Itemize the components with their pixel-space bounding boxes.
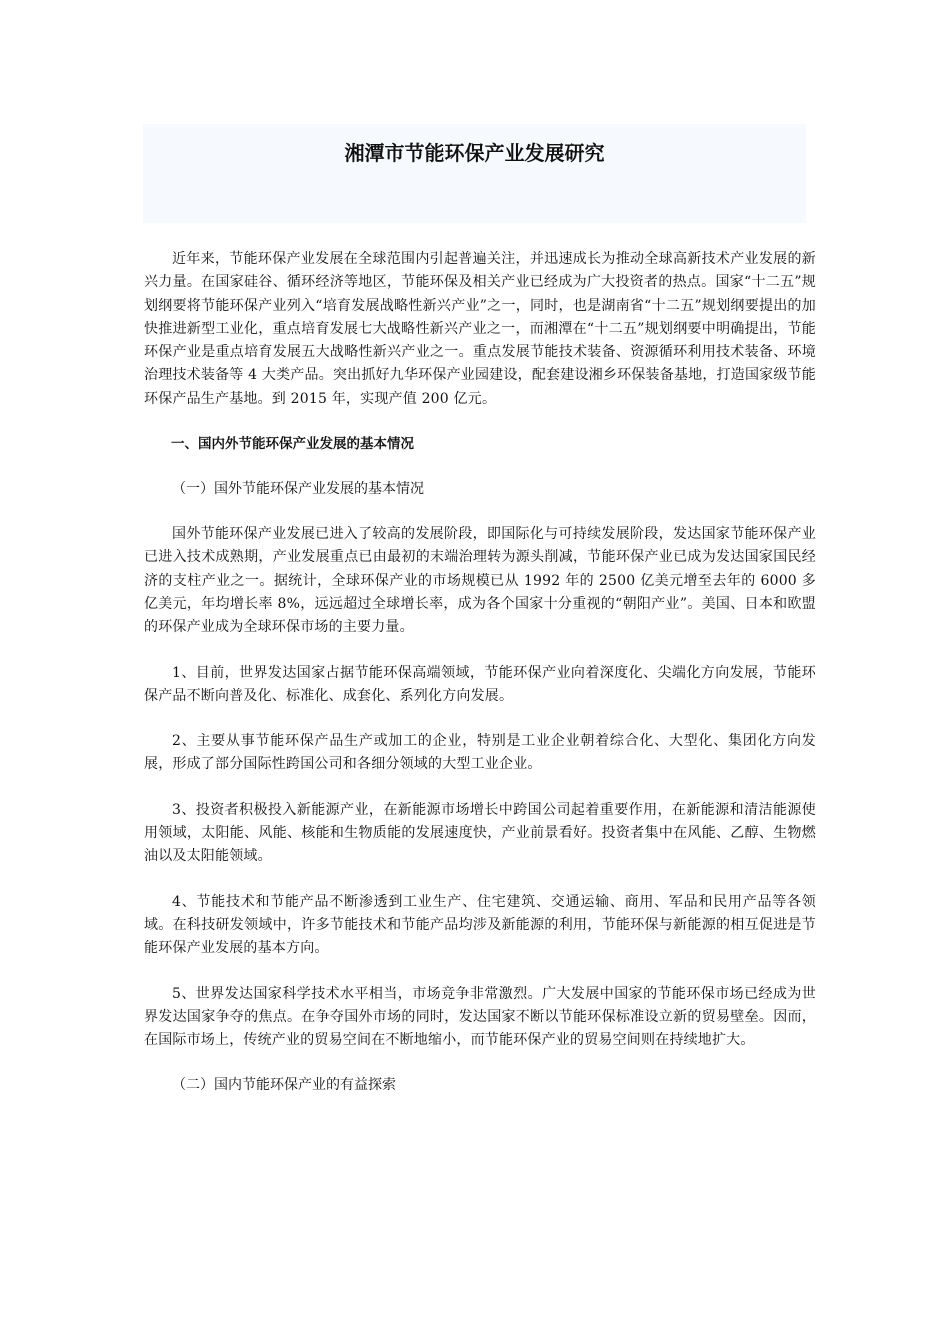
subsection-2-heading: （二）国内节能环保产业的有益探索 — [172, 1077, 396, 1094]
point-4-paragraph: 4、节能技术和节能产品不断渗透到工业生产、住宅建筑、交通运输、商用、军品和民用产品等各领域。在科技研发领域中，许多节能技术和节能产品均涉及新能源的利用，节能环保与新能源的相互促进是节能环保产业发展的基本方向。 — [144, 893, 816, 957]
intro-paragraph: 近年来，节能环保产业发展在全球范围内引起普遍关注，并迅速成长为推动全球高新技术产业发展的新兴力量。在国家硅谷、循环经济等地区，节能环保及相关产业已经成为广大投资者的热点。国家“十二五”规划纲要将节能环保产业列入“培育发展战略性新兴产业”之一，同时，也是湖南省“十二五”规划纲要提出的加快推进新型工业化，重点培育发展七大战略性新兴产业之一，而湘潭在“十二五”规划纲要中明确提出，节能环保产业是重点培育发展五大战略性新兴产业之一。重点发展节能技术装备、资源循环利用技术装备、环境治理技术装备等 4 大类产品。突出抓好九华环保产业园建设，配套建设湘乡环保装备基地，打造国家级节能环保产品生产基地。到 2015 年，实现产值 200 亿元。 — [144, 251, 816, 407]
point-3-paragraph: 3、投资者积极投入新能源产业，在新能源市场增长中跨国公司起着重要作用，在新能源和清洁能源使用领域，太阳能、风能、核能和生物质能的发展速度快，产业前景看好。投资者集中在风能、乙醇、生物燃油以及太阳能领域。 — [144, 801, 816, 865]
subsection-1-paragraph: 国外节能环保产业发展已进入了较高的发展阶段，即国际化与可持续发展阶段，发达国家节能环保产业已进入技术成熟期，产业发展重点已由最初的末端治理转为源头削减，节能环保产业已成为发达国家国民经济的支柱产业之一。据统计，全球环保产业的市场规模已从 1992 年的 2500 亿美元增至去年的 6000 多亿美元，年均增长率 8%，远远超过全球增长率，成为各个国家十分重视的“朝阳产业”。美国、日本和欧盟的环保产业成为全球环保市场的主要力量。 — [144, 526, 816, 636]
point-2-paragraph: 2、主要从事节能环保产品生产或加工的企业，特别是工业企业朝着综合化、大型化、集团化方向发展，形成了部分国际性跨国公司和各细分领域的大型工业企业。 — [144, 733, 816, 773]
point-1-paragraph: 1、目前，世界发达国家占据节能环保高端领域，节能环保产业向着深度化、尖端化方向发展，节能环保产品不断向普及化、标准化、成套化、系列化方向发展。 — [144, 664, 816, 704]
document-body — [144, 248, 816, 1119]
title-banner — [143, 124, 806, 223]
point-5-paragraph: 5、世界发达国家科学技术水平相当，市场竞争非常激烈。广大发展中国家的节能环保市场已经成为世界发达国家争夺的焦点。在争夺国外市场的同时，发达国家不断以节能环保标准设立新的贸易壁垒。因而，在国际市场上，传统产业的贸易空间在不断地缩小，而节能环保产业的贸易空间则在持续地扩大。 — [144, 985, 816, 1049]
section-1-heading: 一、国内外节能环保产业发展的基本情况 — [171, 436, 414, 453]
subsection-1-heading: （一）国外节能环保产业发展的基本情况 — [172, 481, 424, 498]
document-title: 湘潭市节能环保产业发展研究 — [344, 141, 605, 165]
